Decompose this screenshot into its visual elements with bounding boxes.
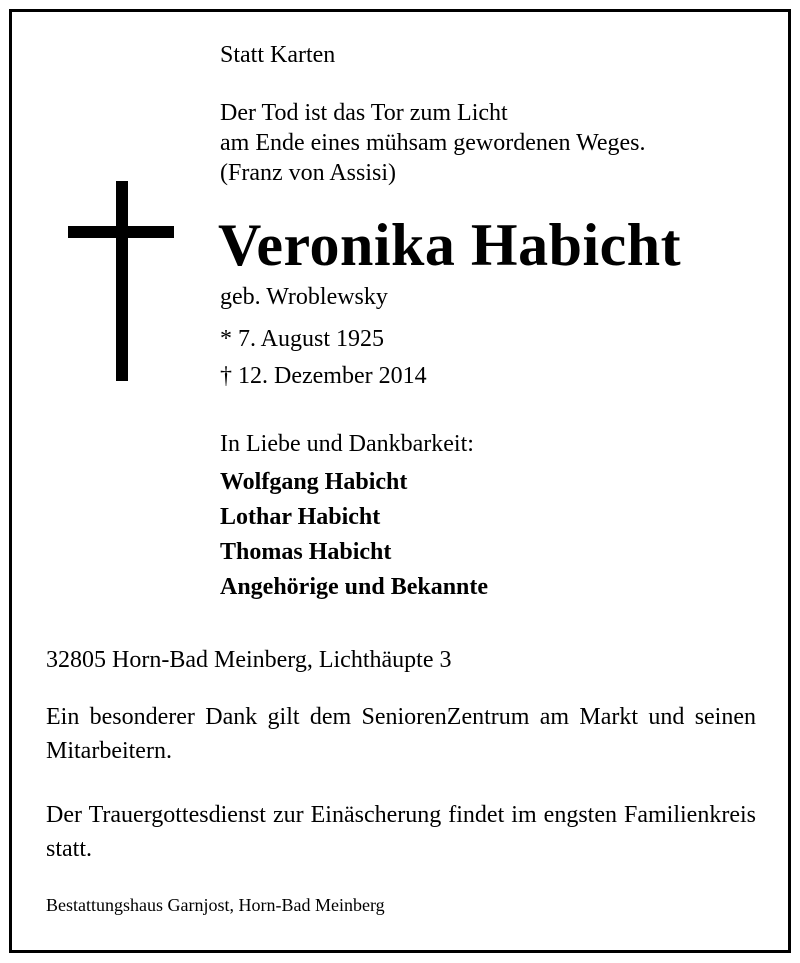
service-paragraph: Der Trauergottesdienst zur Einäscherung findet im engsten Familienkreis statt. bbox=[46, 802, 756, 862]
quote-line-2: am Ende eines mühsam gewordenen Weges. bbox=[220, 130, 646, 156]
mourner-name: Angehörige und Bekannte bbox=[220, 574, 489, 600]
quote-line-1: Der Tod ist das Tor zum Licht bbox=[220, 100, 508, 126]
mourner-name: Thomas Habicht bbox=[220, 539, 392, 565]
funeral-home: Bestattungshaus Garnjost, Horn-Bad Meinberg bbox=[46, 895, 385, 915]
deceased-name: Veronika Habicht bbox=[218, 212, 682, 278]
mourner-name: Wolfgang Habicht bbox=[220, 469, 408, 495]
address: 32805 Horn-Bad Meinberg, Lichthäupte 3 bbox=[46, 647, 452, 673]
death-date: † 12. Dezember 2014 bbox=[220, 363, 427, 389]
mourners-intro: In Liebe und Dankbarkeit: bbox=[220, 431, 474, 457]
thanks-paragraph: Ein besonderer Dank gilt dem SeniorenZentrum am Markt und seinen Mitarbeitern. bbox=[46, 704, 756, 764]
mourner-name: Lothar Habicht bbox=[220, 504, 381, 530]
maiden-name: geb. Wroblewsky bbox=[220, 284, 388, 310]
statt-karten-label: Statt Karten bbox=[220, 42, 336, 68]
quote-author: (Franz von Assisi) bbox=[220, 160, 396, 186]
birth-date: * 7. August 1925 bbox=[220, 326, 385, 352]
